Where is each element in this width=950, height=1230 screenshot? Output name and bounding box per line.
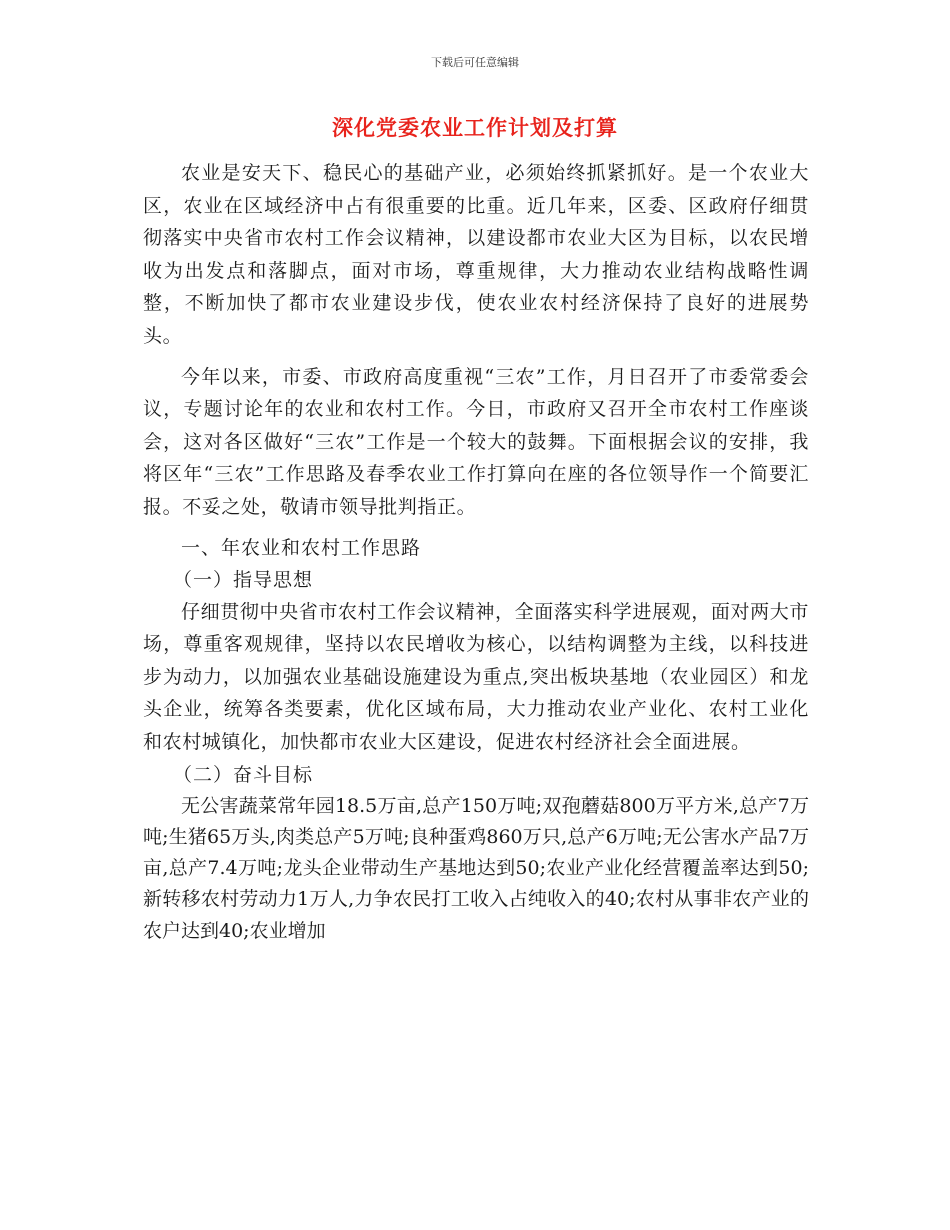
paragraph-meeting: 今年以来，市委、市政府高度重视“三农”工作，月日召开了市委常委会议，专题讨论年的农业和农村工作。今日，市政府又召开全市农村工作座谈会，这对各区做好“三农”工作是一个较大的鼓舞。下面根据会议的安排，我将区年“三农”工作思路及春季农业工作打算向在座的各位领导作一个简要汇报。不妥之处，敬请市领导批判指正。 — [143, 365, 809, 518]
paragraph-goals: 无公害蔬菜常年园18.5万亩,总产150万吨;双孢蘑菇800万平方米,总产7万吨;生猪65万头,肉类总产5万吨;良种蛋鸡860万只,总产6万吨;无公害水产品7万亩,总产7.4万吨;龙头企业带动生产基地达到50;农业产业化经营覆盖率达到50;新转移农村劳动力1万人,力争农民打工收入占纯收入的40;农村从事非农产业的农户达到40;农业增加 — [143, 794, 809, 942]
subsection-heading-guiding: （一）指导思想 — [173, 568, 314, 591]
paragraph-intro: 农业是安天下、稳民心的基础产业，必须始终抓紧抓好。是一个农业大区，农业在区域经济中占有很重要的比重。近几年来，区委、区政府仔细贯彻落实中央省市农村工作会议精神，以建设都市农业大区为目标，以农民增收为出发点和落脚点，面对市场，尊重规律，大力推动农业结构战略性调整，不断加快了都市农业建设步伐，使农业农村经济保持了良好的进展势头。 — [143, 162, 809, 347]
subsection-heading-goals: （二）奋斗目标 — [173, 763, 314, 786]
paragraph-gap — [143, 353, 809, 361]
paragraph-gap — [143, 524, 809, 532]
document-title: 深化党委农业工作计划及打算 — [332, 115, 618, 140]
page-header-note: 下载后可任意编辑 — [431, 56, 519, 69]
paragraph-guiding: 仔细贯彻中央省市农村工作会议精神，全面落实科学进展观，面对两大市场，尊重客观规律，坚持以农民增收为核心，以结构调整为主线，以科技进步为动力，以加强农业基础设施建设为重点,突出板块基地（农业园区）和龙头企业，统筹各类要素，优化区域布局，大力推动农业产业化、农村工业化和农村城镇化，加快都市农业大区建设，促进农村经济社会全面进展。 — [143, 600, 809, 753]
document-body — [143, 157, 809, 947]
section-heading-1: 一、年农业和农村工作思路 — [181, 536, 422, 559]
